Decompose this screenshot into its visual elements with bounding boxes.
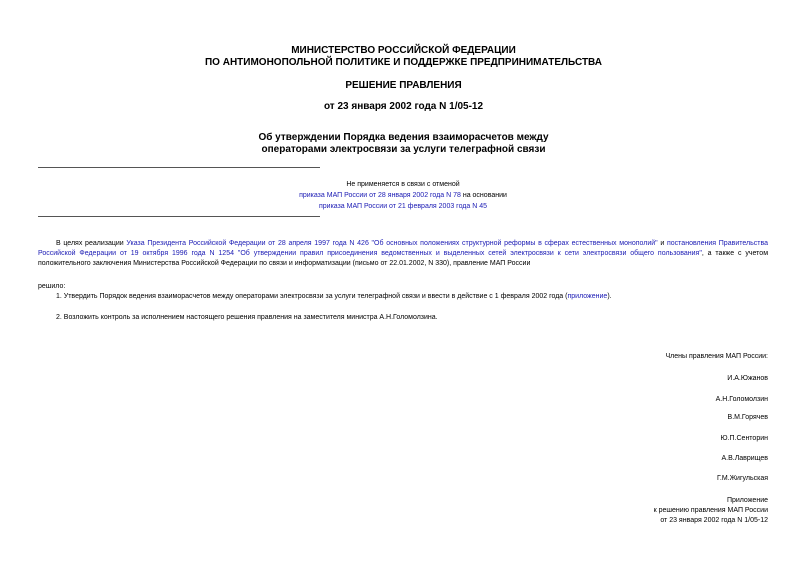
document-title-line1: Об утверждении Порядка ведения взаиморасчетов между [258,132,549,143]
decision-item-1-end: ). [607,293,612,300]
status-note-line3 [38,201,768,212]
preamble-paragraph [38,239,768,269]
preamble-text-2: и [657,240,667,247]
decided-label: решило: [38,283,66,290]
ministry-name-line1: МИНИСТЕРСТВО РОССИЙСКОЙ ФЕДЕРАЦИИ [291,45,516,56]
appendix-link[interactable]: приложение [567,293,608,300]
decision-item-1 [38,292,768,302]
appendix-label-line2: к решению правления МАП России [653,507,768,514]
government-resolution-link[interactable]: постановления Правительства Российской Федерации от 19 октября 1996 года N 1254 "Об утверждении правил присоединения ведомственных и выделенных сетей электросвязи к сети электросвязи общего пользования" [38,240,768,257]
board-members-heading: Члены правления МАП России: [665,353,768,360]
preamble-text-3: , а также с учетом положительного заключения Министерства Российской Федерации по связи и информатизации (письмо от 22.01.2002, N 330), правление МАП России [38,250,769,267]
appendix-label-line3: от 23 января 2002 года N 1/05-12 [660,517,768,524]
bottom-divider [38,216,320,217]
decision-item-1-text: 1. Утвердить Порядок ведения взаиморасчетов между операторами электросвязи за услуги телеграфной связи и ввести в действие с 1 февраля 2002 года ( [56,293,568,300]
signature-name: А.Н.Голомолзин [715,396,768,403]
ministry-name-line2: ПО АНТИМОНОПОЛЬНОЙ ПОЛИТИКЕ И ПОДДЕРЖКЕ ПРЕДПРИНИМАТЕЛЬСТВА [204,57,602,68]
decision-item-2: 2. Возложить контроль за исполнением настоящего решения правления на заместителя министра А.Н.Голомолзина. [56,314,438,321]
status-note-line1: Не применяется в связи с отменой [346,181,460,188]
status-note-line2 [38,190,768,201]
order-78-link[interactable]: приказа МАП России от 28 января 2002 года N 78 [299,192,461,199]
document-date: от 23 января 2002 года N 1/05-12 [323,101,484,112]
appendix-label-line1: Приложение [726,497,768,504]
preamble-text-1: В целях реализации [56,240,127,247]
signature-name: В.М.Горячев [727,414,768,421]
status-note-line2-rest: на основании [460,192,507,199]
signature-name: Г.М.Жигульская [716,475,768,482]
signature-name: Ю.П.Сенторин [720,435,768,442]
signature-name: И.А.Южанов [727,375,768,382]
document-type: РЕШЕНИЕ ПРАВЛЕНИЯ [345,80,462,91]
presidential-decree-link[interactable]: Указа Президента Российской Федерации от 28 апреля 1997 года N 426 "Об основных положениях структурной реформы в сферах естественных монополий" [126,240,658,247]
signature-name: А.В.Лаврищев [721,455,768,462]
order-45-link[interactable]: приказа МАП России от 21 февраля 2003 года N 45 [318,203,488,210]
document-title-line2: операторами электросвязи за услуги телеграфной связи [261,144,546,155]
top-divider [38,167,320,168]
